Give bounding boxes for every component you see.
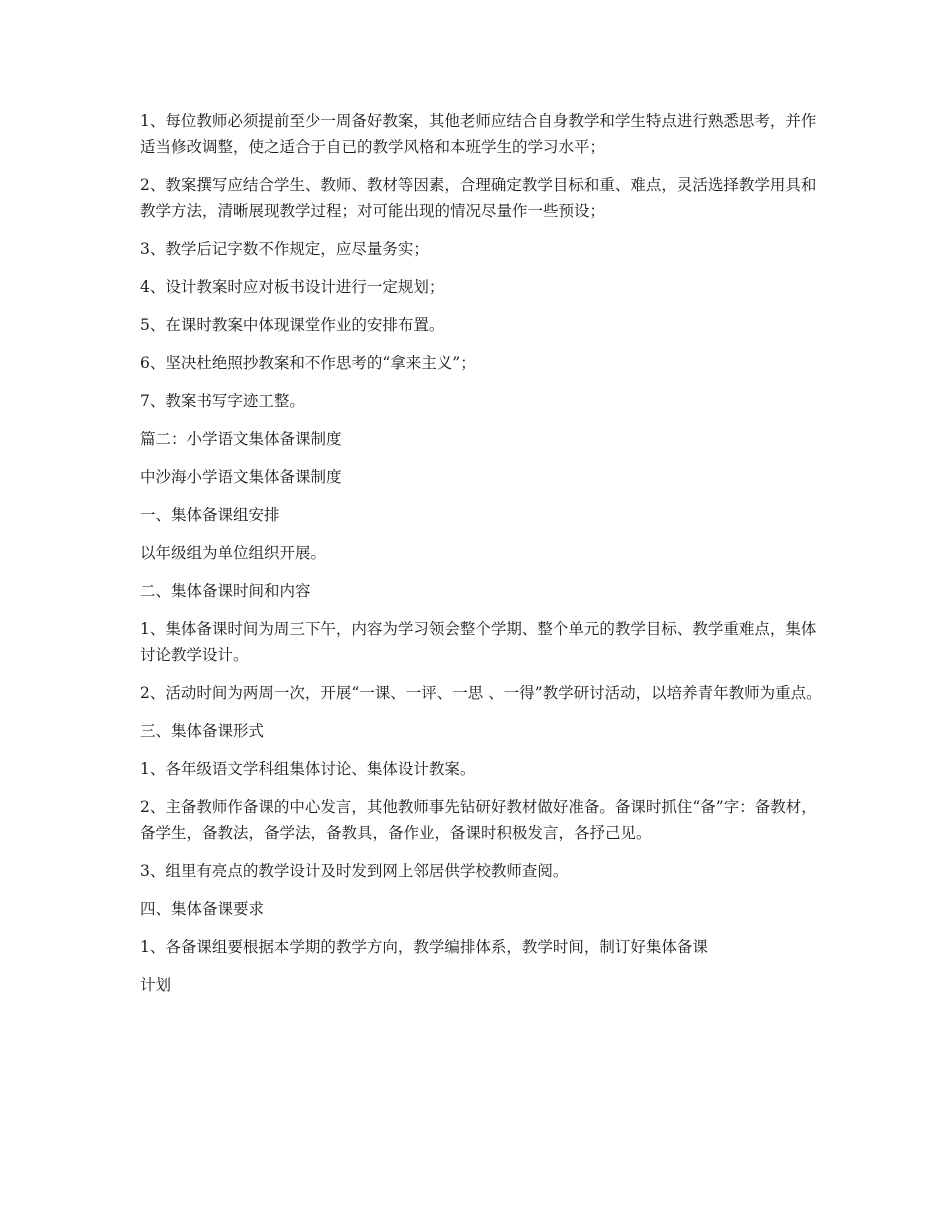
paragraph-8: 以年级组为单位组织开展。 xyxy=(140,544,327,562)
paragraph-7: 7、教案书写字迹工整。 xyxy=(140,392,305,410)
section-title: 篇二：小学语文集体备课制度 xyxy=(140,430,342,448)
paragraph-12: 2、主备教师作备课的中心发言，其他教师事先钻研好教材做好准备。备课时抓住“备”字：备教材，备学生，备教法，备学法，备教具，备作业，备课时积极发言，各抒己见。 xyxy=(140,798,817,842)
paragraph-10: 2、活动时间为两周一次，开展“一课、一评、一思 、一得”教学研讨活动，以培养青年教师为重点。 xyxy=(140,684,822,702)
paragraph-3: 3、教学后记字数不作规定，应尽量务实； xyxy=(140,240,429,258)
paragraph-9: 1、集体备课时间为周三下午，内容为学习领会整个学期、整个单元的教学目标、教学重难点，集体讨论教学设计。 xyxy=(140,620,817,664)
paragraph-14: 1、各备课组要根据本学期的教学方向，教学编排体系，教学时间，制订好集体备课 xyxy=(140,938,708,956)
document-body xyxy=(140,108,830,1010)
paragraph-2: 2、教案撰写应结合学生、教师、教材等因素，合理确定教学目标和重、难点，灵活选择教学用具和教学方法，清晰展现教学过程；对可能出现的情况尽量作一些预设； xyxy=(140,176,817,220)
paragraph-4: 4、设计教案时应对板书设计进行一定规划； xyxy=(140,278,445,296)
paragraph-13: 3、组里有亮点的教学设计及时发到网上邻居供学校教师查阅。 xyxy=(140,862,569,880)
paragraph-15: 计划 xyxy=(140,976,172,994)
paragraph-1: 1、每位教师必须提前至少一周备好教案，其他老师应结合自身教学和学生特点进行熟悉思考，并作适当修改调整，使之适合于自已的教学风格和本班学生的学习水平； xyxy=(140,112,817,156)
heading-1: 一、集体备课组安排 xyxy=(140,506,280,524)
paragraph-6: 6、坚决杜绝照抄教案和不作思考的“拿来主义”； xyxy=(140,354,476,372)
heading-4: 四、集体备课要求 xyxy=(140,900,265,918)
heading-3: 三、集体备课形式 xyxy=(140,722,265,740)
paragraph-5: 5、在课时教案中体现课堂作业的安排布置。 xyxy=(140,316,445,334)
heading-2: 二、集体备课时间和内容 xyxy=(140,582,311,600)
document-title: 中沙海小学语文集体备课制度 xyxy=(140,468,342,486)
paragraph-11: 1、各年级语文学科组集体讨论、集体设计教案。 xyxy=(140,760,476,778)
